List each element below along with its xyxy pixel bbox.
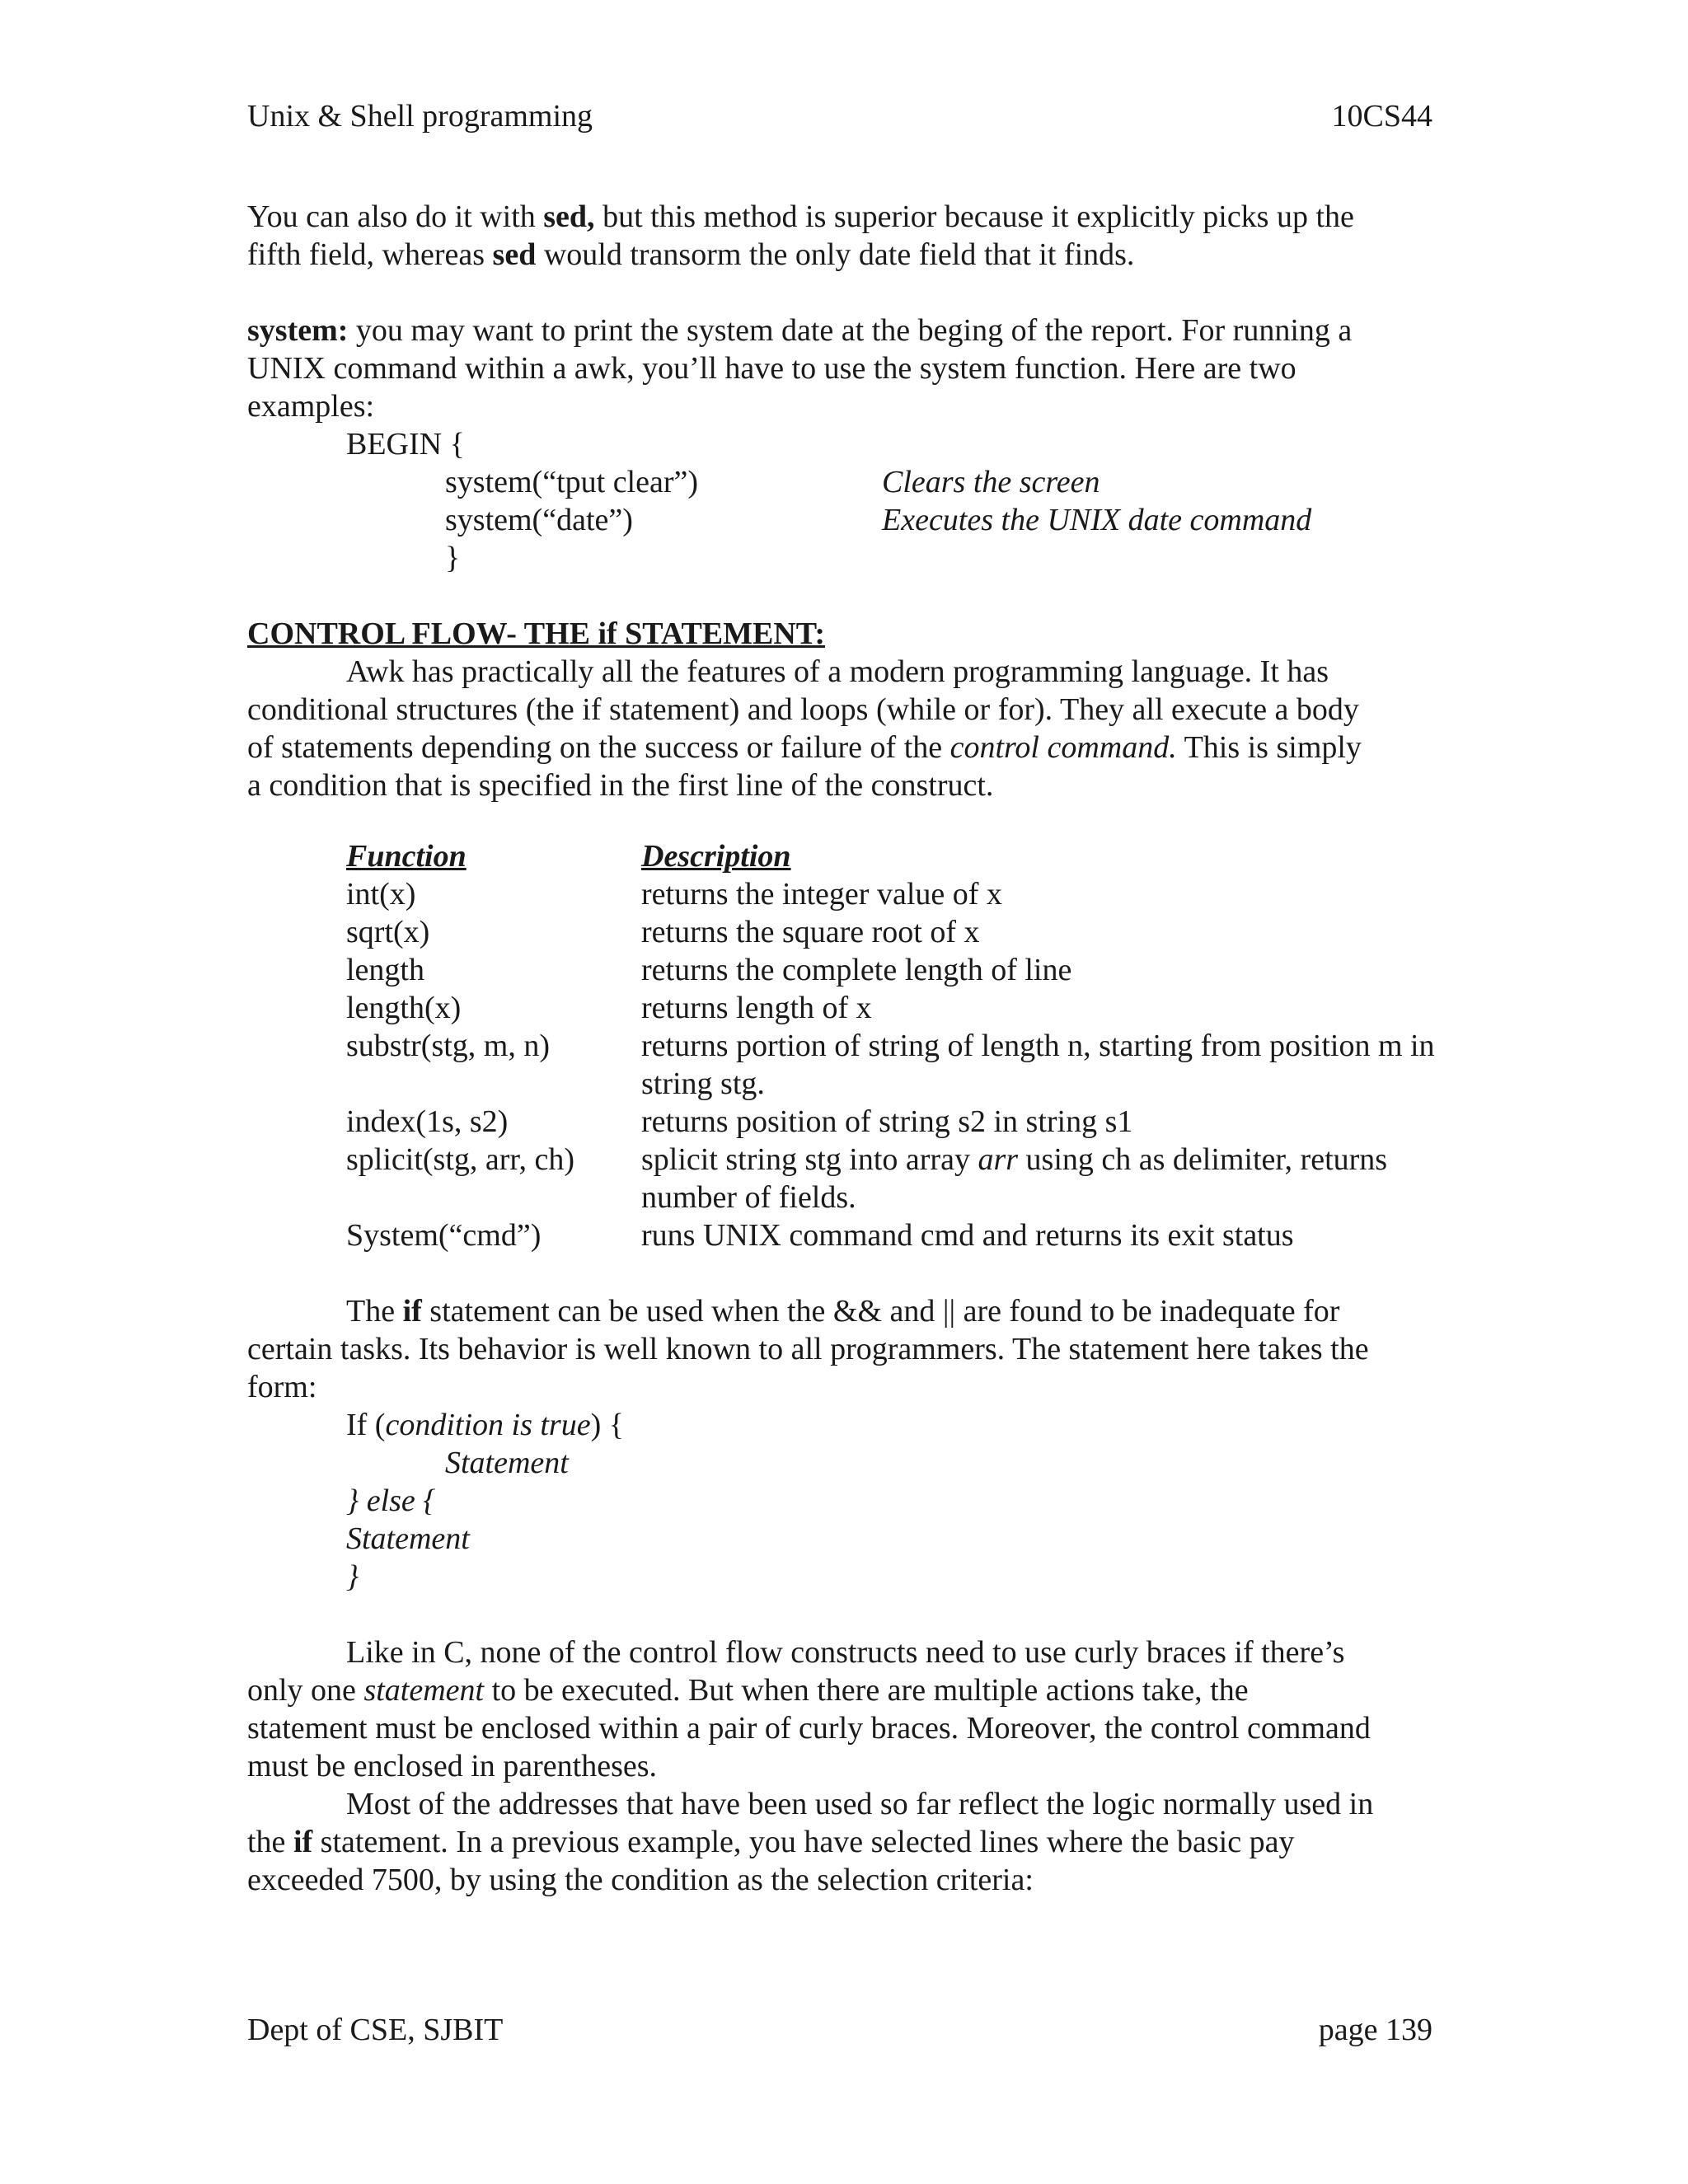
text-line: Most of the addresses that have been used so far reflect the logic normally used in <box>346 1787 1374 1821</box>
table-cell-function: int(x) <box>346 877 416 912</box>
table-cell-description: returns length of x <box>641 991 872 1025</box>
code-line: If (condition is true) { <box>346 1408 624 1442</box>
text-line: You can also do it with sed, but this method is superior because it explicitly picks up the <box>247 199 1354 234</box>
text-line: a condition that is specified in the first line of the construct. <box>247 768 994 803</box>
code-row <box>247 501 1442 539</box>
text-line: examples: <box>247 389 375 424</box>
text-line: UNIX command within a awk, you’ll have to use the system function. Here are two <box>247 351 1296 386</box>
code-comment: Executes the UNIX date command <box>882 503 1312 537</box>
text-line: of statements depending on the success or failure of the control command. This is simply <box>247 730 1362 765</box>
paragraph-sed-note <box>247 198 1442 274</box>
function-table <box>346 837 1451 1254</box>
table-cell-function: substr(stg, m, n) <box>346 1029 550 1063</box>
code-text: system(“tput clear”) <box>445 465 699 499</box>
table-cell-function: index(1s, s2) <box>346 1104 509 1139</box>
table-cell-description: returns position of string s2 in string s1 <box>641 1104 1133 1139</box>
text-line: conditional structures (the if statement) and loops (while or for). They all execute a body <box>247 692 1359 727</box>
table-cell-function: sqrt(x) <box>346 915 430 949</box>
paragraph-if-statement <box>247 1292 1442 1406</box>
code-row <box>247 463 1442 501</box>
table-cell-function: length(x) <box>346 991 462 1025</box>
text-line: statement must be enclosed within a pair of curly braces. Moreover, the control command <box>247 1711 1371 1746</box>
table-row <box>346 951 1451 989</box>
paragraph-system <box>247 312 1442 425</box>
table-row <box>346 989 1451 1027</box>
text-line: fifth field, whereas sed would transorm the only date field that it finds. <box>247 237 1135 272</box>
header-course-code: 10CS44 <box>1331 99 1432 134</box>
text-line: certain tasks. Its behavior is well known to all programmers. The statement here takes the <box>247 1332 1369 1366</box>
section-heading: CONTROL FLOW- THE if STATEMENT: <box>247 616 825 651</box>
code-line: } <box>445 541 461 575</box>
paragraph-curly-braces <box>247 1633 1442 1785</box>
table-cell-description: runs UNIX command cmd and returns its exit status <box>641 1218 1294 1253</box>
table-row <box>346 1103 1451 1141</box>
text-line: Like in C, none of the control flow constructs need to use curly braces if there’s <box>346 1635 1345 1670</box>
table-cell-description: returns the integer value of x <box>641 877 1002 912</box>
code-example-system <box>247 425 1442 577</box>
paragraph-control-flow <box>247 653 1442 804</box>
code-line: } else { <box>346 1483 436 1518</box>
table-row <box>346 1141 1451 1216</box>
text-line: Awk has practically all the features of a modern programming language. It has <box>346 654 1329 689</box>
code-example-if <box>247 1406 1442 1596</box>
code-line: Statement <box>445 1446 569 1480</box>
text-line: The if statement can be used when the && and || are found to be inadequate for <box>346 1294 1340 1329</box>
table-cell-function: splicit(stg, arr, ch) <box>346 1142 575 1177</box>
table-cell-description: splicit string stg into array arr using ch as delimiter, returns number of fields. <box>641 1142 1388 1215</box>
text-line: the if statement. In a previous example, you have selected lines where the basic pay <box>247 1825 1295 1859</box>
code-comment: Clears the screen <box>882 465 1100 499</box>
code-line: Statement <box>346 1521 470 1556</box>
code-line: } <box>346 1559 359 1594</box>
text-line: only one statement to be executed. But when there are multiple actions take, the <box>247 1673 1249 1708</box>
table-cell-function: length <box>346 953 424 987</box>
table-cell-description: returns portion of string of length n, starting from position m in string stg. <box>641 1029 1435 1101</box>
table-row <box>346 1027 1451 1103</box>
text-line: system: you may want to print the system date at the beging of the report. For running a <box>247 313 1353 348</box>
table-row <box>346 913 1451 951</box>
text-line: must be enclosed in parentheses. <box>247 1749 658 1783</box>
table-row <box>346 1216 1451 1254</box>
footer-department: Dept of CSE, SJBIT <box>247 2013 504 2047</box>
code-line: BEGIN { <box>346 427 465 462</box>
table-header-function: Function <box>346 839 467 874</box>
table-cell-description: returns the square root of x <box>641 915 980 949</box>
table-cell-description: returns the complete length of line <box>641 953 1072 987</box>
table-header-row <box>346 837 1451 875</box>
footer-page-number: page 139 <box>1318 2013 1432 2047</box>
table-header-description: Description <box>641 839 791 874</box>
table-cell-function: System(“cmd”) <box>346 1218 542 1253</box>
text-line: exceeded 7500, by using the condition as the selection criteria: <box>247 1863 1034 1897</box>
paragraph-addresses <box>247 1785 1442 1899</box>
table-row <box>346 875 1451 913</box>
text-line: form: <box>247 1370 317 1404</box>
header-title: Unix & Shell programming <box>247 99 593 134</box>
code-text: system(“date”) <box>445 503 633 537</box>
